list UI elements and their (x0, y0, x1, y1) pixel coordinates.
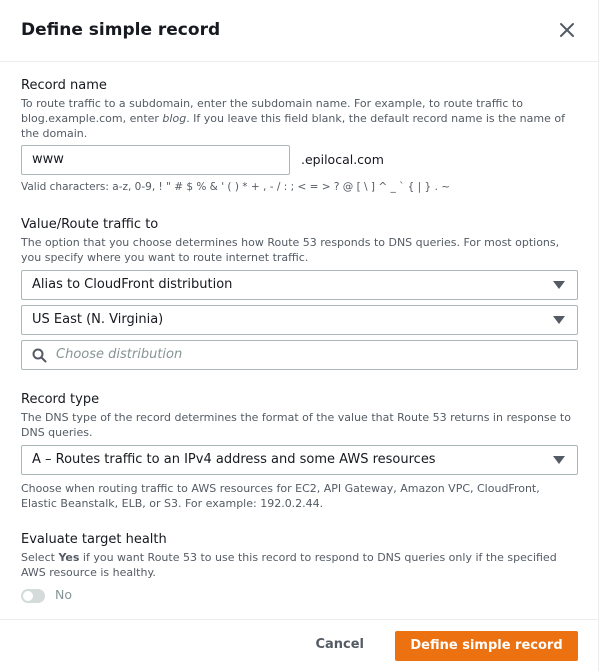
caret-down-icon (553, 456, 565, 464)
search-icon (32, 348, 47, 367)
valid-characters-hint: Valid characters: a-z, 0-9, ! " # $ % & ' ( ) * + , - / : ; < = > ? @ [ \ ] ^ _ ` { | } . ~ (21, 181, 451, 193)
search-placeholder: Choose distribution (56, 347, 183, 362)
record-type-label: Record type (21, 392, 100, 407)
toggle-label: No (55, 587, 72, 602)
record-name-description: To route traffic to a subdomain, enter the subdomain name. For example, to route traffic to blog.example.com, enter blog. If you leave this field blank, the default record name is the name of the domain. (21, 97, 565, 140)
caret-down-icon (553, 316, 565, 324)
cancel-button[interactable]: Cancel (315, 637, 364, 652)
modal-title: Define simple record (21, 20, 221, 40)
record-name-label: Record name (21, 78, 107, 93)
define-simple-record-button[interactable]: Define simple record (395, 631, 578, 661)
caret-down-icon (553, 281, 565, 289)
toggle-knob (23, 591, 33, 601)
evaluate-health-description: Select Yes if you want Route 53 to use this record to respond to DNS queries only if the specified AWS resource is healthy. (21, 551, 557, 579)
record-name-input[interactable]: www (21, 145, 290, 175)
endpoint-select[interactable] (21, 270, 578, 300)
evaluate-health-label: Evaluate target health (21, 532, 167, 547)
record-type-description: The DNS type of the record determines the format of the value that Route 53 returns in response to DNS queries. (21, 411, 571, 439)
region-select[interactable] (21, 305, 578, 335)
modal-footer (0, 619, 598, 672)
record-type-hint: Choose when routing traffic to AWS resources for EC2, API Gateway, Amazon VPC, CloudFront, Elastic Beanstalk, ELB, or S3. For example: 192.0.2.44. (21, 482, 540, 510)
domain-suffix: .epilocal.com (301, 152, 384, 167)
modal-header (0, 0, 598, 62)
close-icon[interactable] (556, 19, 578, 41)
region-select-value: US East (N. Virginia) (32, 312, 164, 327)
value-route-label: Value/Route traffic to (21, 217, 159, 232)
value-route-description: The option that you choose determines how Route 53 responds to DNS queries. For most options, you specify where you want to route internet traffic. (21, 236, 560, 264)
toggle-switch[interactable] (21, 589, 45, 603)
distribution-search-input[interactable] (21, 340, 578, 370)
record-type-select[interactable] (21, 445, 578, 475)
endpoint-select-value: Alias to CloudFront distribution (32, 277, 233, 292)
record-type-select-value: A – Routes traffic to an IPv4 address and some AWS resources (32, 452, 436, 467)
